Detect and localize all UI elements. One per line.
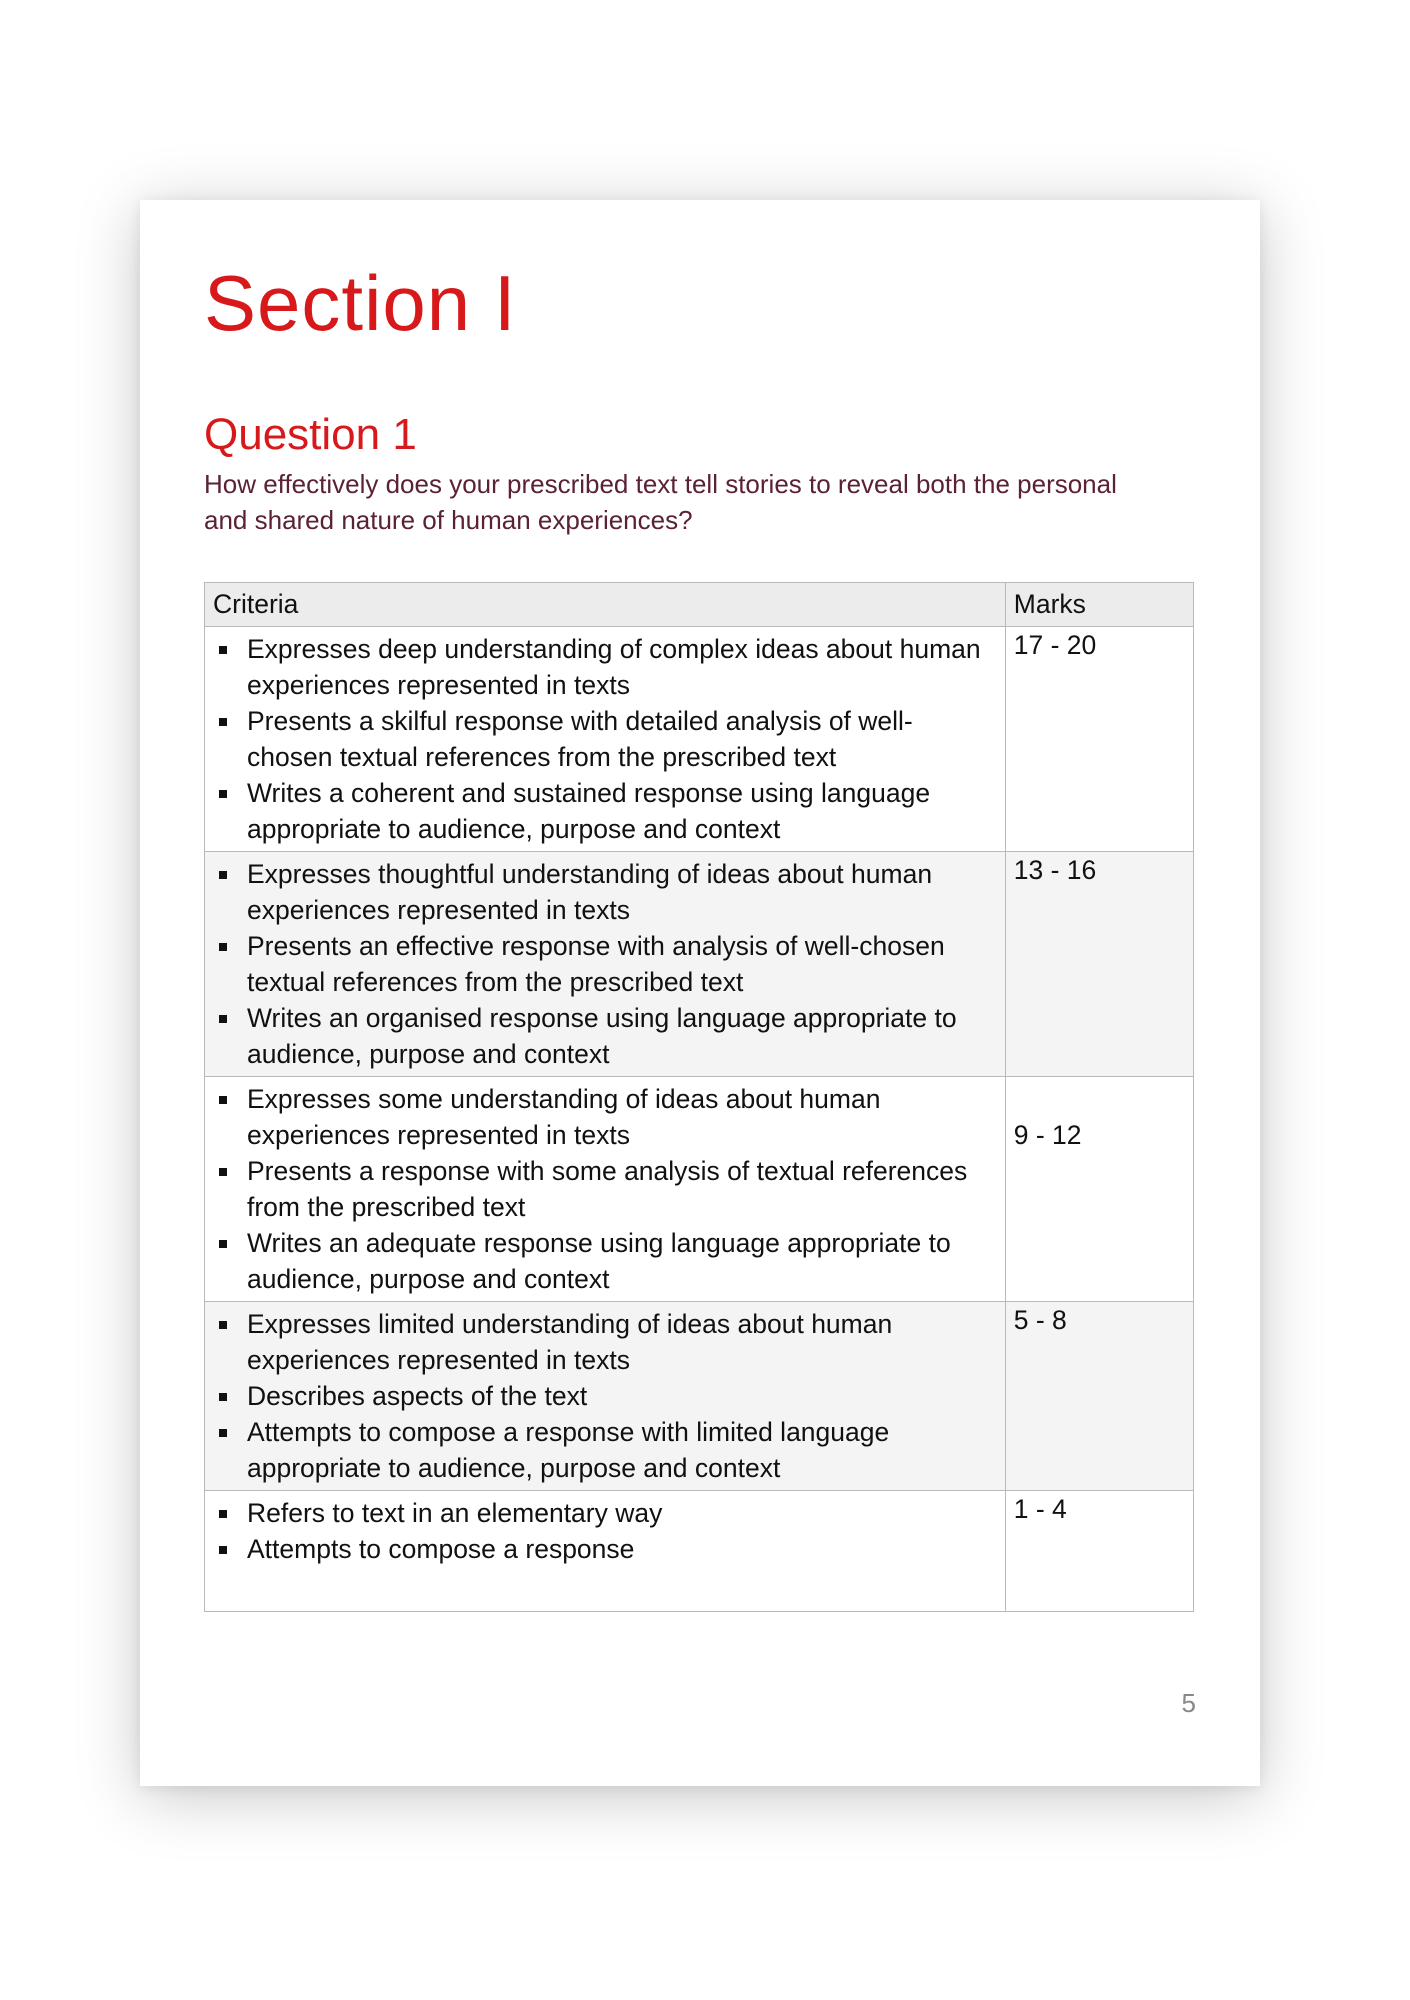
list-item: Expresses limited understanding of ideas about human experiences represented in texts [213,1306,997,1378]
list-item: Expresses some understanding of ideas about human experiences represented in texts [213,1081,997,1153]
list-item: Writes an organised response using language appropriate to audience, purpose and context [213,1000,997,1072]
criteria-cell [205,852,1006,1077]
marks-cell: 13 - 16 [1005,852,1193,1077]
table-row [205,852,1194,1077]
marks-cell: 1 - 4 [1005,1491,1193,1612]
list-item: Presents a skilful response with detailed analysis of well-chosen textual references from the prescribed text [213,703,997,775]
list-item: Writes an adequate response using language appropriate to audience, purpose and context [213,1225,997,1297]
list-item: Refers to text in an elementary way [213,1495,997,1531]
criteria-list [213,856,997,1072]
table-row [205,1077,1194,1302]
list-item: Presents a response with some analysis of textual references from the prescribed text [213,1153,997,1225]
criteria-cell [205,1077,1006,1302]
marking-criteria-table [204,582,1194,1612]
marks-cell: 9 - 12 [1005,1077,1193,1302]
question-title: Question 1 [204,410,417,459]
list-item: Attempts to compose a response with limited language appropriate to audience, purpose and context [213,1414,997,1486]
page-number: 5 [1181,1688,1196,1718]
criteria-cell [205,1491,1006,1612]
table-row [205,1491,1194,1612]
criteria-list [213,1306,997,1486]
criteria-cell [205,627,1006,852]
list-item: Expresses deep understanding of complex ideas about human experiences represented in texts [213,631,997,703]
list-item: Attempts to compose a response [213,1531,997,1567]
list-item: Writes a coherent and sustained response using language appropriate to audience, purpose and context [213,775,997,847]
criteria-list [213,1081,997,1297]
criteria-column-header: Criteria [205,583,1006,627]
table-row [205,627,1194,852]
list-item: Describes aspects of the text [213,1378,997,1414]
marks-cell: 17 - 20 [1005,627,1193,852]
list-item: Presents an effective response with analysis of well-chosen textual references from the prescribed text [213,928,997,1000]
document-page [140,200,1260,1786]
criteria-list [213,1495,997,1567]
criteria-cell [205,1302,1006,1491]
marks-column-header: Marks [1005,583,1193,627]
table-header-row [205,583,1194,627]
criteria-list [213,631,997,847]
section-title: Section I [204,259,517,347]
marks-cell: 5 - 8 [1005,1302,1193,1491]
question-text: How effectively does your prescribed text tell stories to reveal both the personal and shared nature of human experiences? [204,469,1117,535]
table-row [205,1302,1194,1491]
list-item: Expresses thoughtful understanding of ideas about human experiences represented in texts [213,856,997,928]
